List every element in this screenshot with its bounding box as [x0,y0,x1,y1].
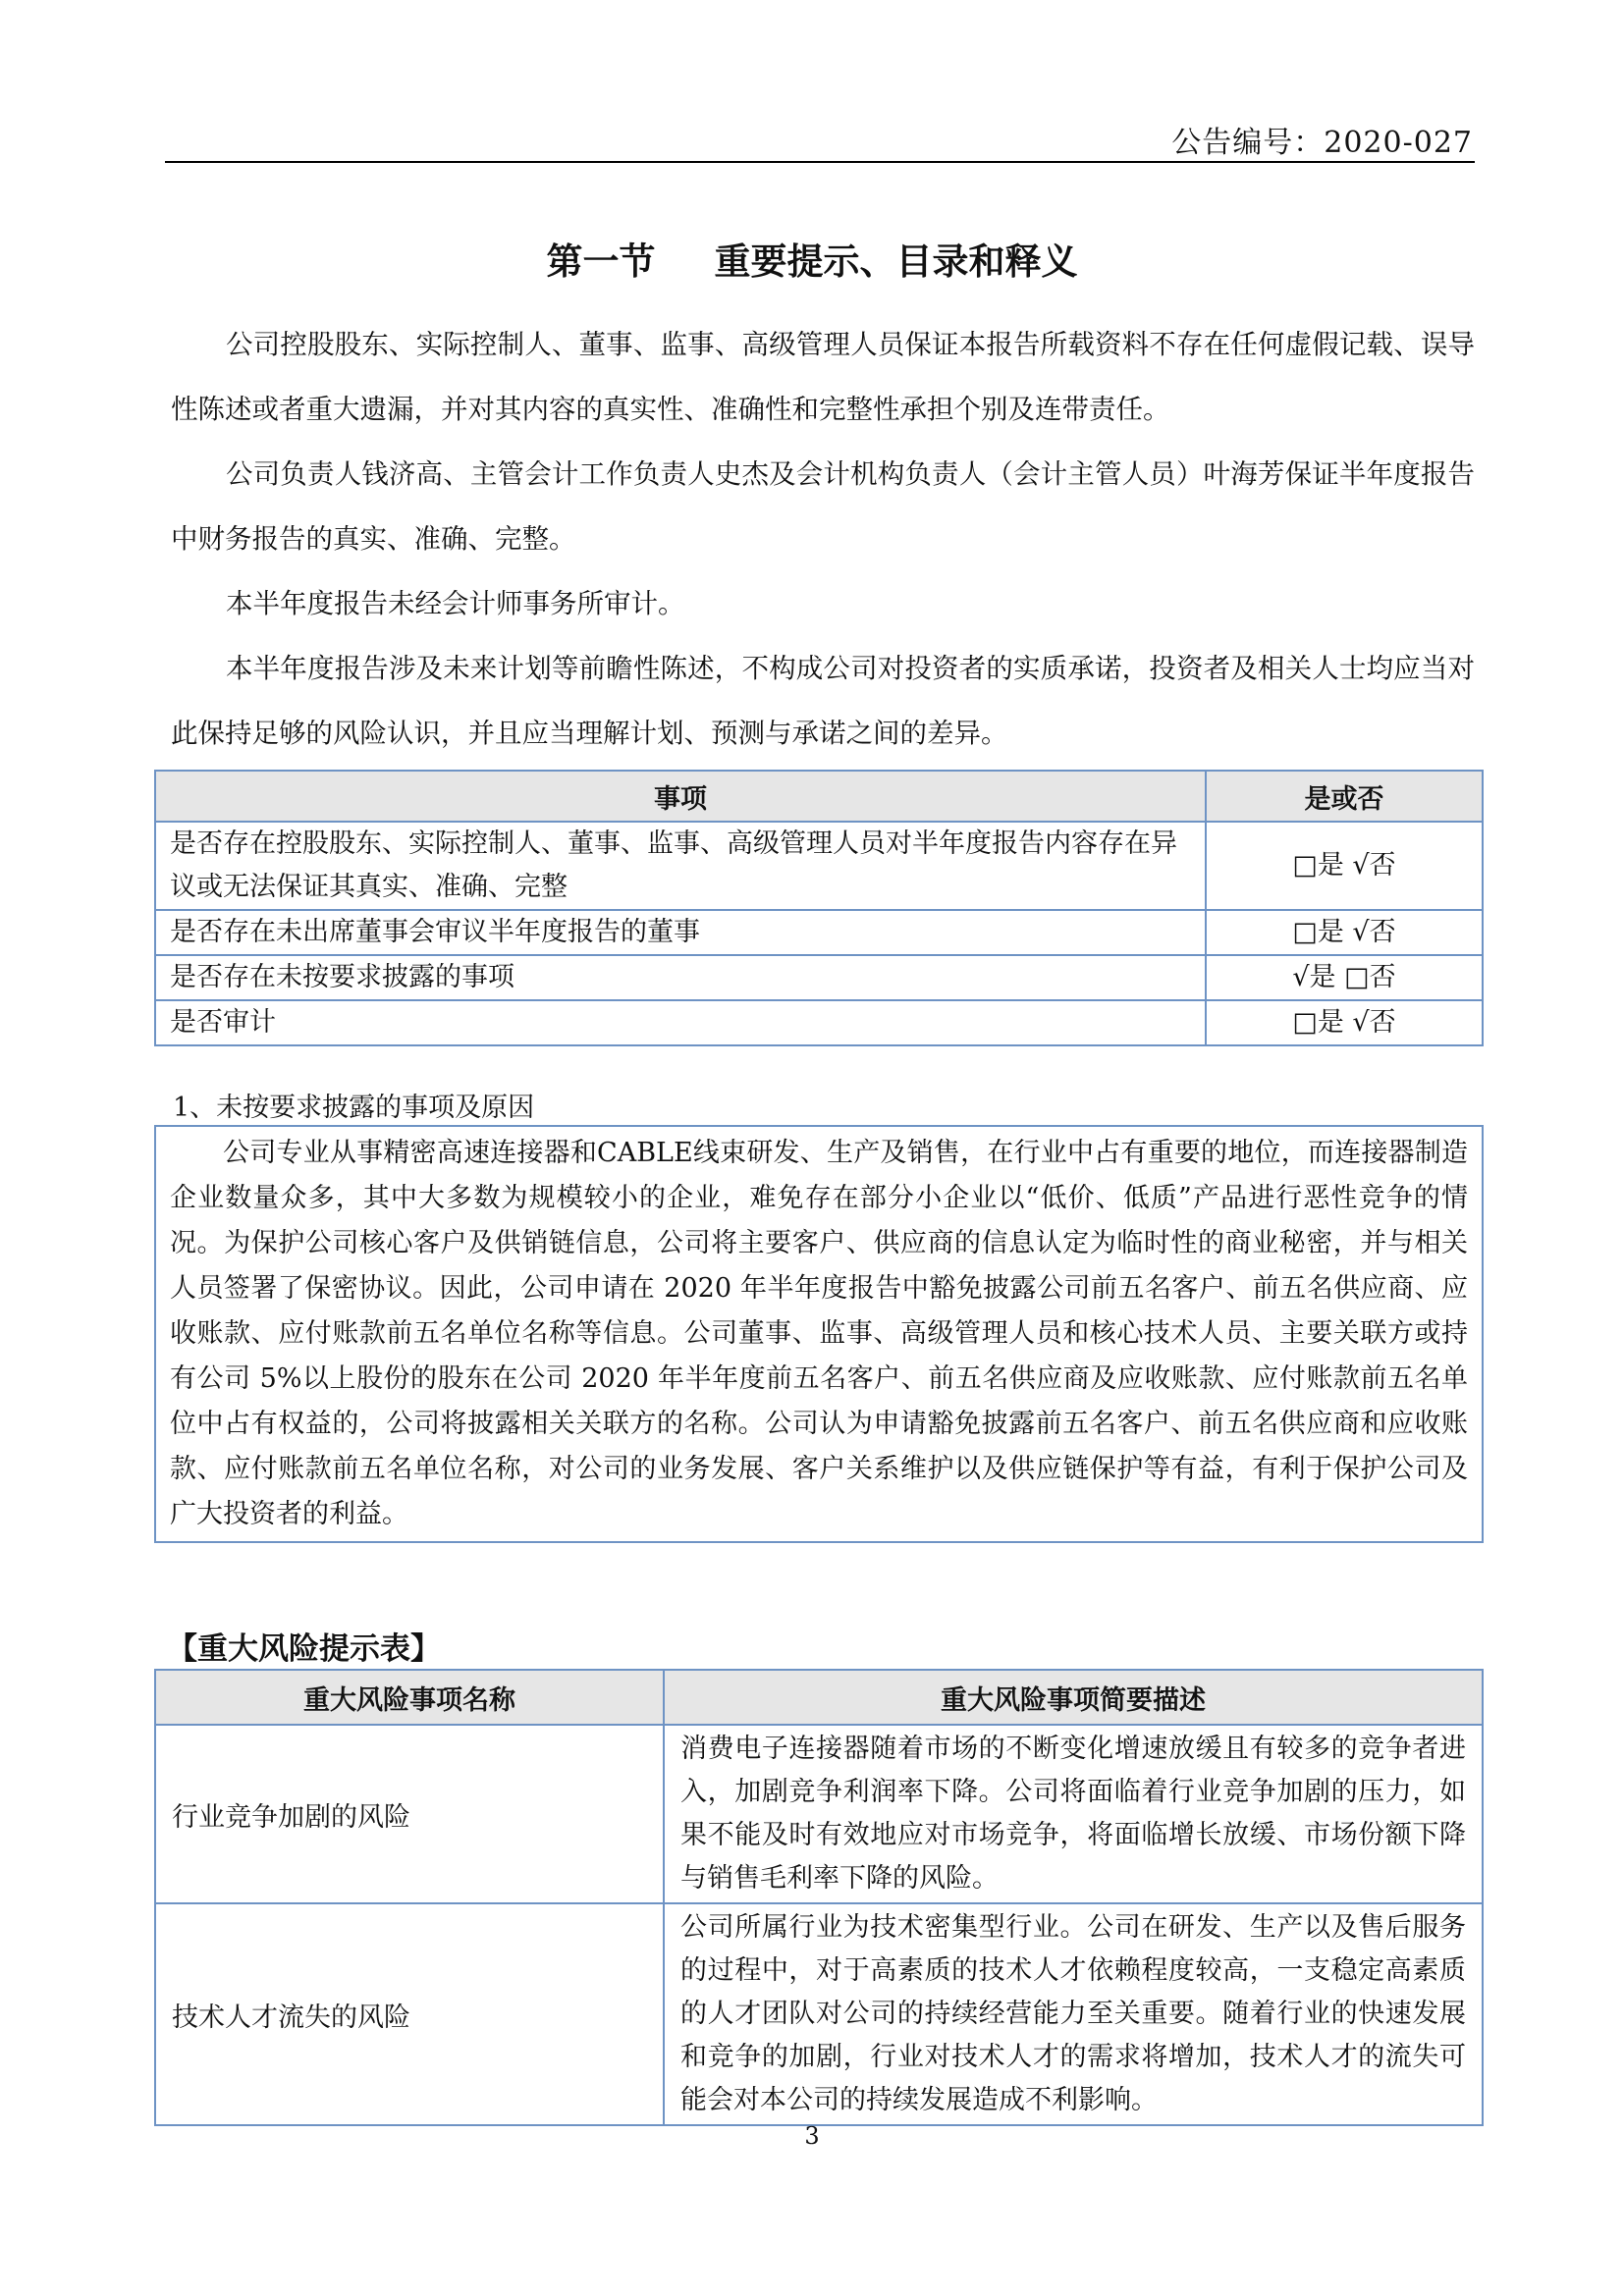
risk-name: 技术人才流失的风险 [155,1903,664,2125]
page-number: 3 [804,2122,820,2150]
paragraph-responsibility: 公司控股股东、实际控制人、董事、监事、高级管理人员保证本报告所载资料不存在任何虚假记载、误导性陈述或者重大遗漏，并对其内容的真实性、准确性和完整性承担个别及连带责任。 [171,329,1475,425]
confirmation-table [154,770,1484,1046]
risk-name: 行业竞争加剧的风险 [155,1725,664,1903]
column-header-answer: 是或否 [1206,771,1483,822]
row-answer: □是 √否 [1206,822,1483,910]
risk-table-heading: 【重大风险提示表】 [167,1631,441,1667]
section-heading: 重要提示、目录和释义 [714,240,1078,283]
table-row [155,1725,1483,1903]
column-header-item: 事项 [155,771,1206,822]
table-row [155,955,1483,1000]
undisclosed-reason-box: 公司专业从事精密高速连接器和CABLE线束研发、生产及销售，在行业中占有重要的地位，而连接器制造企业数量众多，其中大多数为规模较小的企业，难免存在部分小企业以“低价、低质”产品进行恶性竞争的情况。为保护公司核心客户及供销链信息，公司将主要客户、供应商的信息认定为临时性的商业秘密，并与相关人员签署了保密协议。因此，公司申请在 2020 年半年度报告中豁免披露公司前五名客户、前五名供应商、应收账款、应付账款前五名单位名称等信息。公司董事、监事、高级管理人员和核心技术人员、主要关联方或持有公司 5%以上股份的股东在公司 2020 年半年度前五名客户、前五名供应商及应收账款、应付账款前五名单位中占有权益的，公司将披露相关关联方的名称。公司认为申请豁免披露前五名客户、前五名供应商和应收账款、应付账款前五名单位名称，对公司的业务发展、客户关系维护以及供应链保护等有益，有利于保护公司及广大投资者的利益。 [154,1125,1484,1543]
section-number: 第一节 [546,240,656,283]
row-answer: □是 √否 [1206,910,1483,955]
column-header-risk-desc: 重大风险事项简要描述 [664,1670,1483,1725]
paragraph-audit-status: 本半年度报告未经会计师事务所审计。 [226,588,685,619]
row-item: 是否存在未按要求披露的事项 [155,955,1206,1000]
paragraph-financial-accuracy: 公司负责人钱济高、主管会计工作负责人史杰及会计机构负责人（会计主管人员）叶海芳保证半年度报告中财务报告的真实、准确、完整。 [171,458,1475,555]
row-item: 是否审计 [155,1000,1206,1045]
risk-description: 消费电子连接器随着市场的不断变化增速放缓且有较多的竞争者进入，加剧竞争利润率下降。公司将面临着行业竞争加剧的压力，如果不能及时有效地应对市场竞争，将面临增长放缓、市场份额下降与销售毛利率下降的风险。 [664,1725,1483,1903]
table-header-row [155,771,1483,822]
row-item: 是否存在未出席董事会审议半年度报告的董事 [155,910,1206,955]
row-answer: √是 □否 [1206,955,1483,1000]
column-header-risk-name: 重大风险事项名称 [155,1670,664,1725]
announcement-code: 公告编号：2020-027 [1171,126,1473,160]
table-header-row [155,1670,1483,1725]
row-item: 是否存在控股股东、实际控制人、董事、监事、高级管理人员对半年度报告内容存在异议或无法保证其真实、准确、完整 [155,822,1206,910]
table-row [155,1000,1483,1045]
major-risk-table [154,1669,1484,2126]
undisclosed-heading: 1、未按要求披露的事项及原因 [173,1093,535,1123]
row-answer: □是 √否 [1206,1000,1483,1045]
paragraph-forward-looking: 本半年度报告涉及未来计划等前瞻性陈述，不构成公司对投资者的实质承诺，投资者及相关人士均应当对此保持足够的风险认识，并且应当理解计划、预测与承诺之间的差异。 [171,653,1475,749]
section-title [0,232,1624,285]
header-divider [165,161,1475,163]
table-row [155,822,1483,910]
risk-description: 公司所属行业为技术密集型行业。公司在研发、生产以及售后服务的过程中，对于高素质的技术人才依赖程度较高，一支稳定高素质的人才团队对公司的持续经营能力至关重要。随着行业的快速发展和竞争的加剧，行业对技术人才的需求将增加，技术人才的流失可能会对本公司的持续发展造成不利影响。 [664,1903,1483,2125]
table-row [155,910,1483,955]
table-row [155,1903,1483,2125]
